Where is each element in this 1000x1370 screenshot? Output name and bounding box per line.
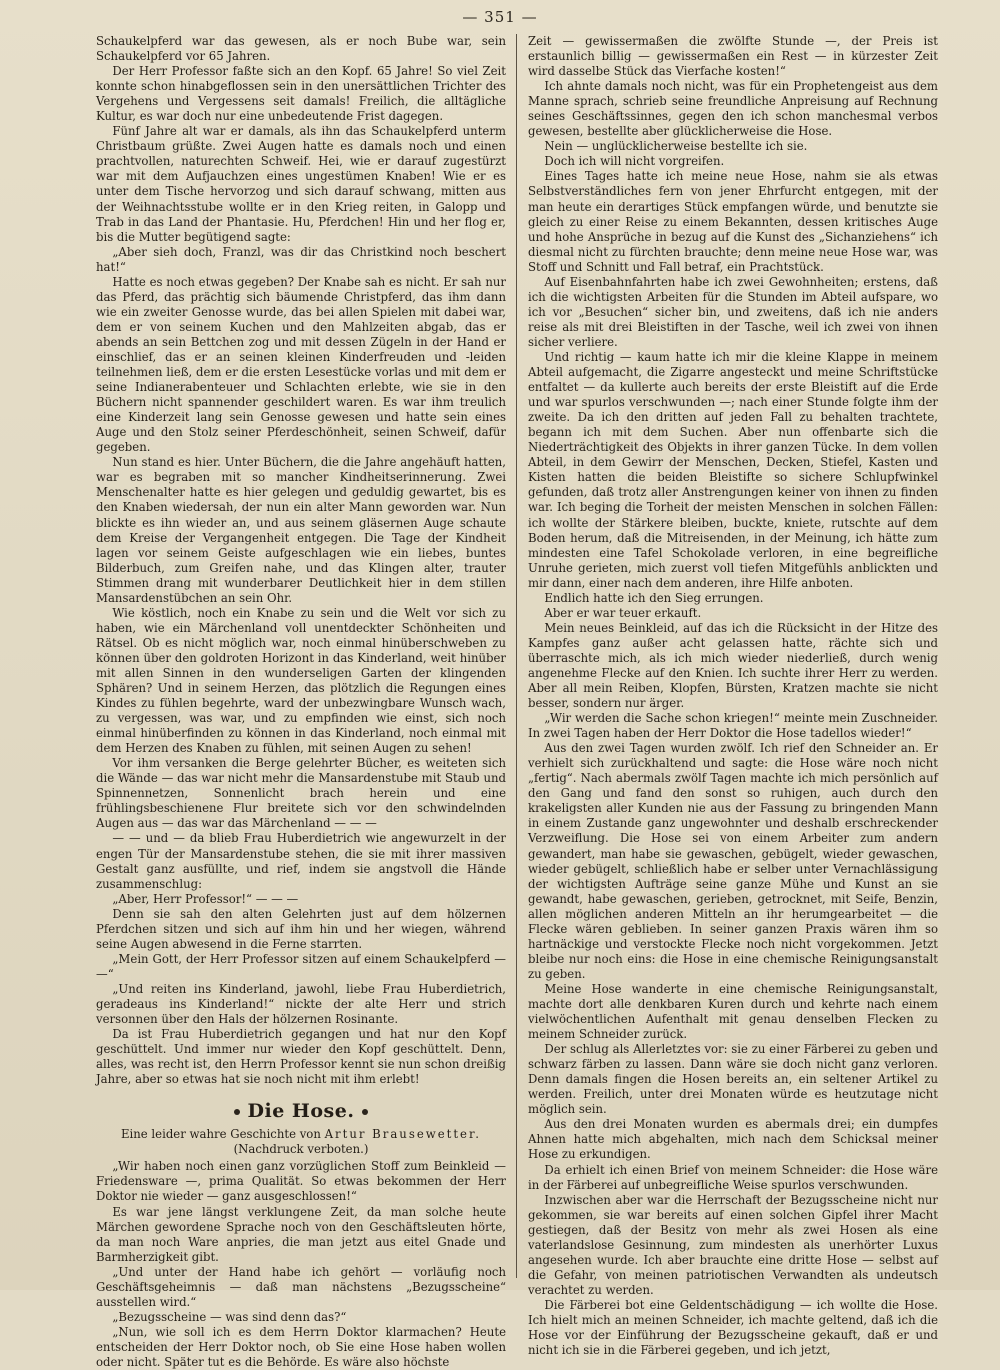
paragraph: Fünf Jahre alt war er damals, als ihn das Schaukelpferd unterm Christbaum grüßte. Zwei Augen hatte es damals noch und einen prachtvollen, naturechten Schweif. Hei, wie er darauf zugestürzt war mit dem Aufjauchzen eines ungestümen Knaben! Wie er es unter dem Tische hervorzog und sich darauf schwang, mitten aus der Weihnachtsstube wollte er in den Krieg reiten, in Galopp und Trab in das Land der Phantasie. Hu, Pferdchen! Hin und her flog er, bis die Mutter begütigend sagte: xyxy=(96,124,506,244)
paragraph: „Bezugsscheine — was sind denn das?“ xyxy=(112,1309,347,1324)
story-title: Die Hose. xyxy=(96,1099,506,1123)
paragraph: Denn sie sah den alten Gelehrten just auf dem hölzernen Pferdchen sitzen und sich auf ihm hin und her wiegen, während seine Augen abwesend in die Ferne starrten. xyxy=(96,906,506,951)
paragraph: „Wir werden die Sache schon kriegen!“ meinte mein Zuschneider. In zwei Tagen haben der Herr Doktor die Hose tadellos wieder!“ xyxy=(528,711,938,741)
paragraph: Aus den zwei Tagen wurden zwölf. Ich rief den Schneider an. Er verhielt sich zurückhaltend und sagte: die Hose wäre noch nicht „fertig“. Nach abermals zwölf Tagen machte ich mich persönlich auf den Gang und fand den sonst so ruhigen, auch durch den krakeligsten aller Kunden nie aus der Fassung zu bringenden Mann in einem Zustande ganz ungewohnter und deshalb erschreckender Verzweiflung. Die Hose sei von einem Arbeiter zum andern gewandert, man habe sie gewaschen, gebügelt, wieder gewaschen, wieder gebügelt, schließlich habe er selber unter Vernachlässigung der wichtigsten Aufträge seine ganze Mühe und Kunst an sie gewandt, habe gewaschen, gerieben, getrocknet, mit Seife, Benzin, allen möglichen anderen Mitteln an ihr herumgearbeitet — die Flecke wären geblieben. In seiner ganzen Praxis wären ihm so hartnäckige und verstockte Flecke noch nicht vorgekommen. Jetzt bleibe nur noch eins: die Hose in eine chemische Reinigungsanstalt zu geben. xyxy=(528,741,938,981)
page-number: — 351 — xyxy=(462,8,538,26)
paragraph: Ich ahnte damals noch nicht, was für ein Prophetengeist aus dem Manne sprach, schrieb seine freundliche Anpreisung auf Rechnung seines Geschäftssinnes, gegen den ich schon manchesmal verbos gewesen, bestellte aber glücklicherweise die Hose. xyxy=(528,79,938,139)
previous-story-text xyxy=(96,34,506,1087)
paragraph: „Mein Gott, der Herr Professor sitzen auf einem Schaukelpferd — —“ xyxy=(96,951,506,981)
paragraph: Wie köstlich, noch ein Knabe zu sein und die Welt vor sich zu haben, wie ein Märchenland voll unentdeckter Schönheiten und Rätsel. Ob es nicht möglich war, noch einmal hinüberschweben zu können über den goldroten Horizont in das Kinderland, weit hinüber mit allen Sinnen in den wunderseligen Garten der klingenden Sphären? Und in seinem Herzen, das plötzlich die Regungen eines Kindes zu fühlen begehrte, ward der unbezwingbare Wunsch wach, zu vergessen, was war, und zu empfinden wie einst, sich noch einmal hinüberfinden zu können in das Kinderland, noch einmal mit dem Herzen des Knaben zu fühlen, mit seinen Augen zu sehen! xyxy=(96,605,506,756)
paragraph: Mein neues Beinkleid, auf das ich die Rücksicht in der Hitze des Kampfes ganz außer acht gelassen hatte, rächte sich und überraschte mich, als ich mich wieder niederließ, durch wenig angenehme Flecke auf den Knien. Ich suchte ihrer Herr zu werden. Aber all mein Reiben, Klopfen, Bürsten, Kratzen machte sie nicht besser, sondern nur ärger. xyxy=(528,620,938,711)
story-text-start xyxy=(96,1159,506,1370)
paragraph: „Und unter der Hand habe ich gehört — vorläufig noch Geschäftsgeheimnis — daß man nächstens „Bezugsscheine“ ausstellen wird.“ xyxy=(96,1264,506,1309)
paragraph: Inzwischen aber war die Herrschaft der Bezugsscheine nicht nur gekommen, sie war bereits auf einen solchen Gipfel ihrer Macht gestiegen, daß der Besitz von mehr als zwei Hosen als eine vaterlandslose Gesinnung, zum mindesten als unerhörter Luxus angesehen wurde. Ich aber brauchte eine dritte Hose — selbst auf die Gefahr, von meinen patriotischen Verwandten als undeutsch verachtet zu werden. xyxy=(528,1192,938,1297)
paragraph: Doch ich will nicht vorgreifen. xyxy=(544,154,725,169)
left-column xyxy=(96,34,506,1369)
paragraph: Aus den drei Monaten wurden es abermals drei; ein dumpfes Ahnen hatte mich abgehalten, mich nach dem Schicksal meiner Hose zu erkundigen. xyxy=(528,1117,938,1162)
paragraph: „Aber, Herr Professor!“ — — — xyxy=(112,891,299,906)
paragraph: Und richtig — kaum hatte ich mir die kleine Klappe in meinem Abteil aufgemacht, die Zigarre angesteckt und meine Schriftstücke entfaltet — da kullerte auch bereits der erste Bleistift auf die Erde und war spurlos verschwunden —; nach einer Stunde folgte ihm der zweite. Da ich den dritten auf jeden Fall zu behalten trachtete, begann ich mit dem Suchen. Aber nun offenbarte sich die Niederträchtigkeit des Objekts in ihrer ganzen Tücke. In dem vollen Abteil, in dem Gewirr der Menschen, Decken, Stiefel, Kasten und Kisten hatten die beiden Bleistifte so sichere Schlupfwinkel gefunden, daß trotz aller Anstrengungen keiner von ihnen zu finden war. Ich beging die Torheit der meisten Menschen in solchen Fällen: ich wollte der Stärkere bleiben, buckte, kniete, rutschte auf dem Boden herum, daß die Mitreisenden, in der Meinung, ich hätte zum mindesten eine Tafel Schokolade verloren, in eine begreifliche Unruhe gerieten, mich zuerst voll tiefen Mitgefühls anblickten und mir dann, einer nach dem anderen, ihre Hilfe anboten. xyxy=(528,349,938,590)
paragraph: Endlich hatte ich den Sieg errungen. xyxy=(544,590,764,605)
paragraph: Vor ihm versanken die Berge gelehrter Bücher, es weiteten sich die Wände — das war nicht mehr die Mansardenstube mit Staub und Spinnennetzen, Sonnenlicht brach herein und eine frühlingsbeschienene Flur breitete sich vor den schwindelnden Augen aus — das war das Märchenland — — — xyxy=(96,756,506,831)
paragraph: Nein — unglücklicherweise bestellte ich sie. xyxy=(544,139,808,154)
story-text-continued xyxy=(528,34,938,1358)
paragraph: Hatte es noch etwas gegeben? Der Knabe sah es nicht. Er sah nur das Pferd, das prächtig sich bäumende Christpferd, das ihm dann wie ein zweiter Genosse wurde, das bei allen Spielen mit dabei war, dem er von seinem Kuchen und den Mahlzeiten abgab, das er abends an sein Bettchen zog und mit dessen Zügeln in der Hand er einschlief, das er an seinen kleinen Kinderfreuden und -leiden teilnehmen ließ, dem er die ersten Lesestücke vorlas und mit dem er seine Indianerabenteuer und Schlachten erlebte, wie sie in den Büchern nicht spannender geschildert waren. Es war ihm treulich eine Kinderzeit lang sein Genosse gewesen und hatte sein eines Auge und den Stolz seiner Pferdeschönheit, seinen Schweif, dafür gegeben. xyxy=(96,274,506,455)
paragraph: Meine Hose wanderte in eine chemische Reinigungsanstalt, machte dort alle denkbaren Kuren durch und kehrte nach einem vielwöchentlichen Aufenthalt mit genau denselben Flecken zu meinem Schneider zurück. xyxy=(528,981,938,1042)
paragraph: Nun stand es hier. Unter Büchern, die die Jahre angehäuft hatten, war es begraben mit so mancher Kindheitserinnerung. Zwei Menschenalter hatte es hier gelegen und geduldig gewartet, bis es den Knaben wiedersah, der nun ein alter Mann geworden war. Nun blickte es ihn wieder an, und aus seinem gläsernen Auge schaute dem Kreise der Vergangenheit entgegen. Die Tage der Kindheit lagen vor seinem Geiste aufgeschlagen wie ein liebes, buntes Bilderbuch, zum Greifen nahe, und das Klingen alter, trauter Stimmen drang mit wunderbarer Deutlichkeit hier in dem stillen Mansardenstübchen an sein Ohr. xyxy=(96,455,506,605)
paragraph: — — und — da blieb Frau Huberdietrich wie angewurzelt in der engen Tür der Mansardenstube stehen, die sie mit ihrer massiven Gestalt ganz ausfüllte, und rief, indem sie angstvoll die Hände zusammenschlug: xyxy=(96,831,506,891)
paragraph: „Nun, wie soll ich es dem Herrn Doktor klarmachen? Heute entscheiden der Herr Doktor noch, ob Sie eine Hose haben wollen oder nicht. Später tut es die Behörde. Es wäre also höchste xyxy=(96,1324,506,1369)
reprint-note: (Nachdruck verboten.) xyxy=(233,1142,369,1157)
paragraph: Zeit — gewissermaßen die zwölfte Stunde —, der Preis ist erstaunlich billig — gewissermaßen ein Rest — in kürzester Zeit wird dasselbe Stück das Vierfache kosten!“ xyxy=(528,34,938,79)
paragraph: „Und reiten ins Kinderland, jawohl, liebe Frau Huberdietrich, geradeaus ins Kinderland!“ nickte der alte Herr und strich versonnen über den Hals der hölzernen Rosinante. xyxy=(96,981,506,1027)
paragraph: Aber er war teuer erkauft. xyxy=(544,605,702,620)
paragraph: Der schlug als Allerletztes vor: sie zu einer Färberei zu geben und schwarz färben zu lassen. Dann wäre sie doch nicht ganz verloren. Denn damals fingen die Hosen bereits an, ein seltener Artikel zu werden. Freilich, unter drei Monaten würde es heutzutage nicht möglich sein. xyxy=(528,1042,938,1117)
paragraph: „Aber sieh doch, Franzl, was dir das Christkind noch beschert hat!“ xyxy=(96,244,506,274)
paragraph: Da ist Frau Huberdietrich gegangen und hat nur den Kopf geschüttelt. Und immer nur wieder den Kopf geschüttelt. Denn, alles, was recht ist, den Herrn Professor kennt sie nun schon dreißig Jahre, aber so etwas hat sie noch nicht mit ihm erlebt! xyxy=(96,1027,506,1087)
column-divider xyxy=(516,34,517,1278)
paragraph: Schaukelpferd war das gewesen, als er noch Bube war, sein Schaukelpferd vor 65 Jahren. xyxy=(96,34,506,64)
right-column xyxy=(528,34,938,1358)
story-author: Artur Brausewetter. xyxy=(324,1127,481,1142)
paragraph: Es war jene längst verklungene Zeit, da man solche heute Märchen gewordene Sprache noch von den Geschäftsleuten hörte, da man noch Ware anpries, die man jetzt aus eitel Gnade und Barmherzigkeit gibt. xyxy=(96,1204,506,1264)
story-subtitle xyxy=(96,1127,506,1142)
paragraph: Die Färberei bot eine Geldentschädigung — ich wollte die Hose. Ich hielt mich an meinen Schneider, ich machte geltend, daß ich die Hose vor der Einführung der Bezugsscheine gekauft, daß er und nicht ich sie in die Färberei gegeben, und ich jetzt, xyxy=(528,1297,938,1358)
story-subtitle-text: Eine leider wahre Geschichte von xyxy=(121,1127,321,1142)
paragraph: Der Herr Professor faßte sich an den Kopf. 65 Jahre! So viel Zeit konnte schon hinabgeflossen sein in den unersättlichen Trichter des Vergehens und Vergessens seit damals! Freilich, die alltägliche Kultur, es war doch nur eine unbedeutende Frist dagegen. xyxy=(96,64,506,124)
paragraph: Auf Eisenbahnfahrten habe ich zwei Gewohnheiten; erstens, daß ich die wichtigsten Arbeiten für die Stunden im Abteil aufspare, wo ich vor „Besuchen“ sicher bin, und zweitens, daß ich nie anders reise als mit drei Bleistiften in der Tasche, weil ich zwei von ihnen sicher verliere. xyxy=(528,274,938,349)
paragraph: Eines Tages hatte ich meine neue Hose, nahm sie als etwas Selbstverständliches fern von jener Ehrfurcht entgegen, mit der man heute ein derartiges Stück empfangen würde, und benutzte sie gleich zu einer Reise zu einem Bekannten, dessen kritisches Auge und hohe Ansprüche in bezug auf die Kunst des „Sichanziehens“ ich diesmal nicht zu fürchten brauchte; denn meine neue Hose war, was Stoff und Schnitt und Fall betraf, ein Prachtstück. xyxy=(528,169,938,274)
paragraph: Da erhielt ich einen Brief von meinem Schneider: die Hose wäre in der Färberei auf unbegreifliche Weise spurlos verschwunden. xyxy=(528,1162,938,1192)
paragraph: „Wir haben noch einen ganz vorzüglichen Stoff zum Beinkleid — Friedensware —, prima Qualität. So etwas bekommen der Herr Doktor nie wieder — ganz ausgeschlossen!“ xyxy=(96,1159,506,1204)
